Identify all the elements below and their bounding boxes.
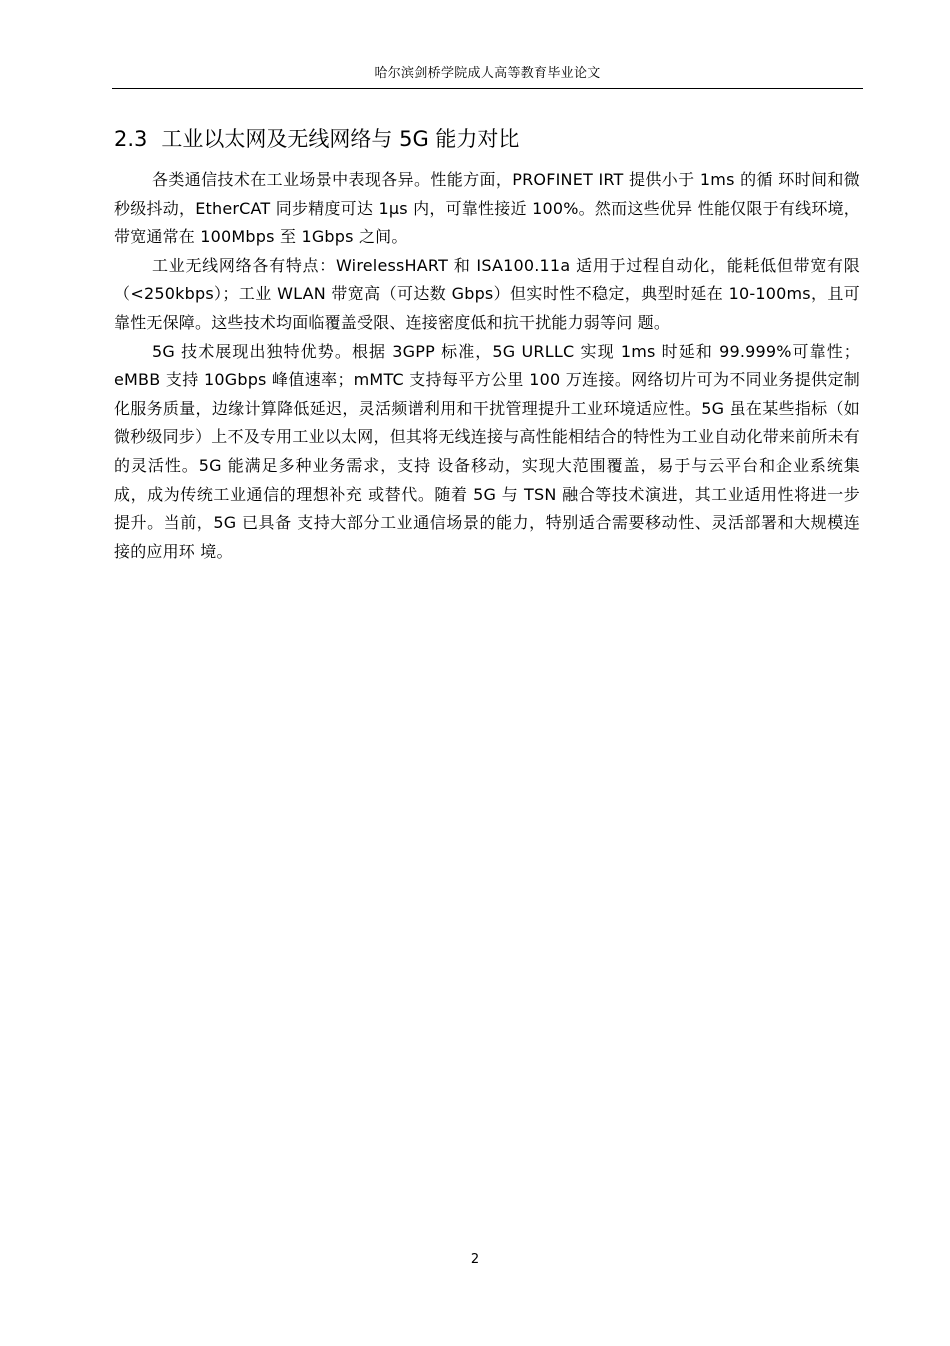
header-title: 哈尔滨剑桥学院成人高等教育毕业论文 [374, 66, 601, 81]
section-heading [114, 125, 864, 153]
body-text [114, 166, 860, 566]
section-number: 2.3 [114, 127, 148, 151]
page-header [112, 62, 863, 89]
page-number: 2 [470, 1252, 480, 1267]
paragraph-performance: 各类通信技术在工业场景中表现各异。性能方面，PROFINET IRT 提供小于 1ms 的循 环时间和微秒级抖动，EtherCAT 同步精度可达 1μs 内，可靠性接近 100%。然而这些优异 性能仅限于有线环境，带宽通常在 100Mbps 至 1Gbps 之间。 [114, 170, 860, 247]
section-title: 工业以太网及无线网络与 5G 能力对比 [161, 127, 520, 151]
paragraph-wireless: 工业无线网络各有特点：WirelessHART 和 ISA100.11a 适用于过程自动化，能耗低但带宽有限（<250kbps）；工业 WLAN 带宽高（可达数 Gbps）但实时性不稳定，典型时延在 10-100ms，且可靠性无保障。这些技术均面临覆盖受限、连接密度低和抗干扰能力弱等问 题。 [114, 255, 860, 332]
paragraph-5g: 5G 技术展现出独特优势。根据 3GPP 标准，5G URLLC 实现 1ms 时延和 99.999%可靠性；eMBB 支持 10Gbps 峰值速率；mMTC 支持每平方公里 100 万连接。网络切片可为不同业务提供定制化服务质量，边缘计算降低延迟，灵活频谱利用和干扰管理提升工业环境适应性。5G 虽在某些指标（如微秒级同步）上不及专用工业以太网，但其将无线连接与高性能相结合的特性为工业自动化带来前所未有的灵活性。5G 能满足多种业务需求，支持 设备移动，实现大范围覆盖，易于与云平台和企业系统集成，成为传统工业通信的理想补充 或替代。随着 5G 与 TSN 融合等技术演进，其工业适用性将进一步提升。当前，5G 已具备 支持大部分工业通信场景的能力，特别适合需要移动性、灵活部署和大规模连接的应用环 境。 [114, 341, 860, 561]
